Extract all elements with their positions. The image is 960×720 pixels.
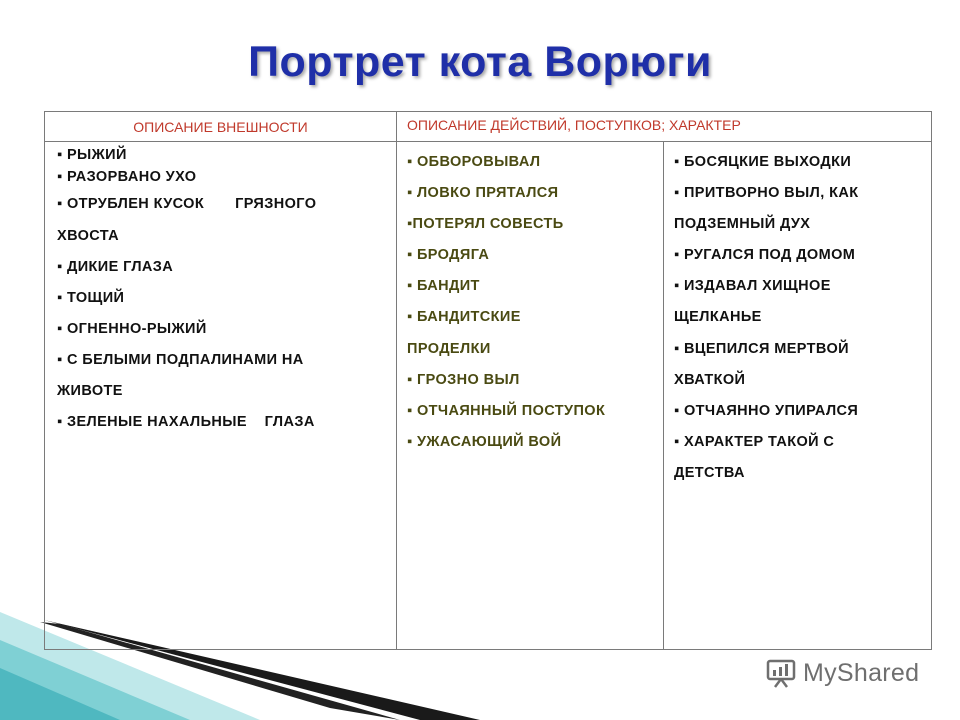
list-item: ▪ ХАРАКТЕР ТАКОЙ С xyxy=(674,434,835,450)
list-item: ▪ РУГАЛСЯ ПОД ДОМОМ xyxy=(674,247,856,263)
character-column xyxy=(664,142,931,649)
list-item: ХВАТКОЙ xyxy=(674,372,746,388)
list-item: ПОДЗЕМНЫЙ ДУХ xyxy=(674,216,811,232)
actions-column xyxy=(397,142,664,649)
watermark-logo xyxy=(765,656,919,690)
list-item: ▪ ОТЧАЯННЫЙ ПОСТУПОК xyxy=(407,403,606,419)
list-item: ▪ ДИКИЕ ГЛАЗА xyxy=(57,259,174,275)
appearance-column xyxy=(45,142,397,649)
list-item: ▪ ОТРУБЛЕН КУСОК ГРЯЗНОГО xyxy=(57,196,317,212)
watermark-text: MyShared xyxy=(803,658,920,687)
page-title: Портрет кота Ворюги xyxy=(248,38,712,86)
list-item: ▪ ПРИТВОРНО ВЫЛ, КАК xyxy=(674,185,859,201)
appearance-header: ОПИСАНИЕ ВНЕШНОСТИ xyxy=(45,112,397,142)
list-item: ▪ ИЗДАВАЛ ХИЩНОЕ xyxy=(674,278,831,294)
list-item: ▪ ЛОВКО ПРЯТАЛСЯ xyxy=(407,185,559,201)
list-item: ▪ БАНДИТСКИЕ xyxy=(407,309,521,325)
list-item: ЖИВОТЕ xyxy=(57,383,123,399)
list-item: ▪ УЖАСАЮЩИЙ ВОЙ xyxy=(407,434,562,450)
actions-header: ОПИСАНИЕ ДЕЙСТВИЙ, ПОСТУПКОВ; ХАРАКТЕР xyxy=(397,112,931,142)
presentation-icon xyxy=(765,657,797,689)
list-item: ▪ ОГНЕННО-РЫЖИЙ xyxy=(57,321,207,337)
list-item: ▪ РАЗОРВАНО УХО xyxy=(57,169,197,185)
list-item: ▪ ГРОЗНО ВЫЛ xyxy=(407,372,520,388)
list-item: ▪ РЫЖИЙ xyxy=(57,147,127,163)
list-item: ▪ПОТЕРЯЛ СОВЕСТЬ xyxy=(407,216,564,232)
list-item: ▪ С БЕЛЫМИ ПОДПАЛИНАМИ НА xyxy=(57,352,304,368)
list-item: ▪ ОБВОРОВЫВАЛ xyxy=(407,154,541,170)
list-item: ▪ ЗЕЛЕНЫЕ НАХАЛЬНЫЕ ГЛАЗА xyxy=(57,414,315,430)
list-item: ХВОСТА xyxy=(57,228,119,244)
list-item: ▪ БРОДЯГА xyxy=(407,247,490,263)
list-item: ▪ ОТЧАЯННО УПИРАЛСЯ xyxy=(674,403,859,419)
list-item: ▪ БОСЯЦКИЕ ВЫХОДКИ xyxy=(674,154,852,170)
list-item: ▪ ВЦЕПИЛСЯ МЕРТВОЙ xyxy=(674,341,849,357)
portrait-table xyxy=(44,111,932,650)
list-item: ▪ БАНДИТ xyxy=(407,278,480,294)
list-item: ▪ ТОЩИЙ xyxy=(57,290,125,306)
list-item: ДЕТСТВА xyxy=(674,465,745,481)
list-item: ПРОДЕЛКИ xyxy=(407,341,491,357)
list-item: ЩЕЛКАНЬЕ xyxy=(674,309,762,325)
